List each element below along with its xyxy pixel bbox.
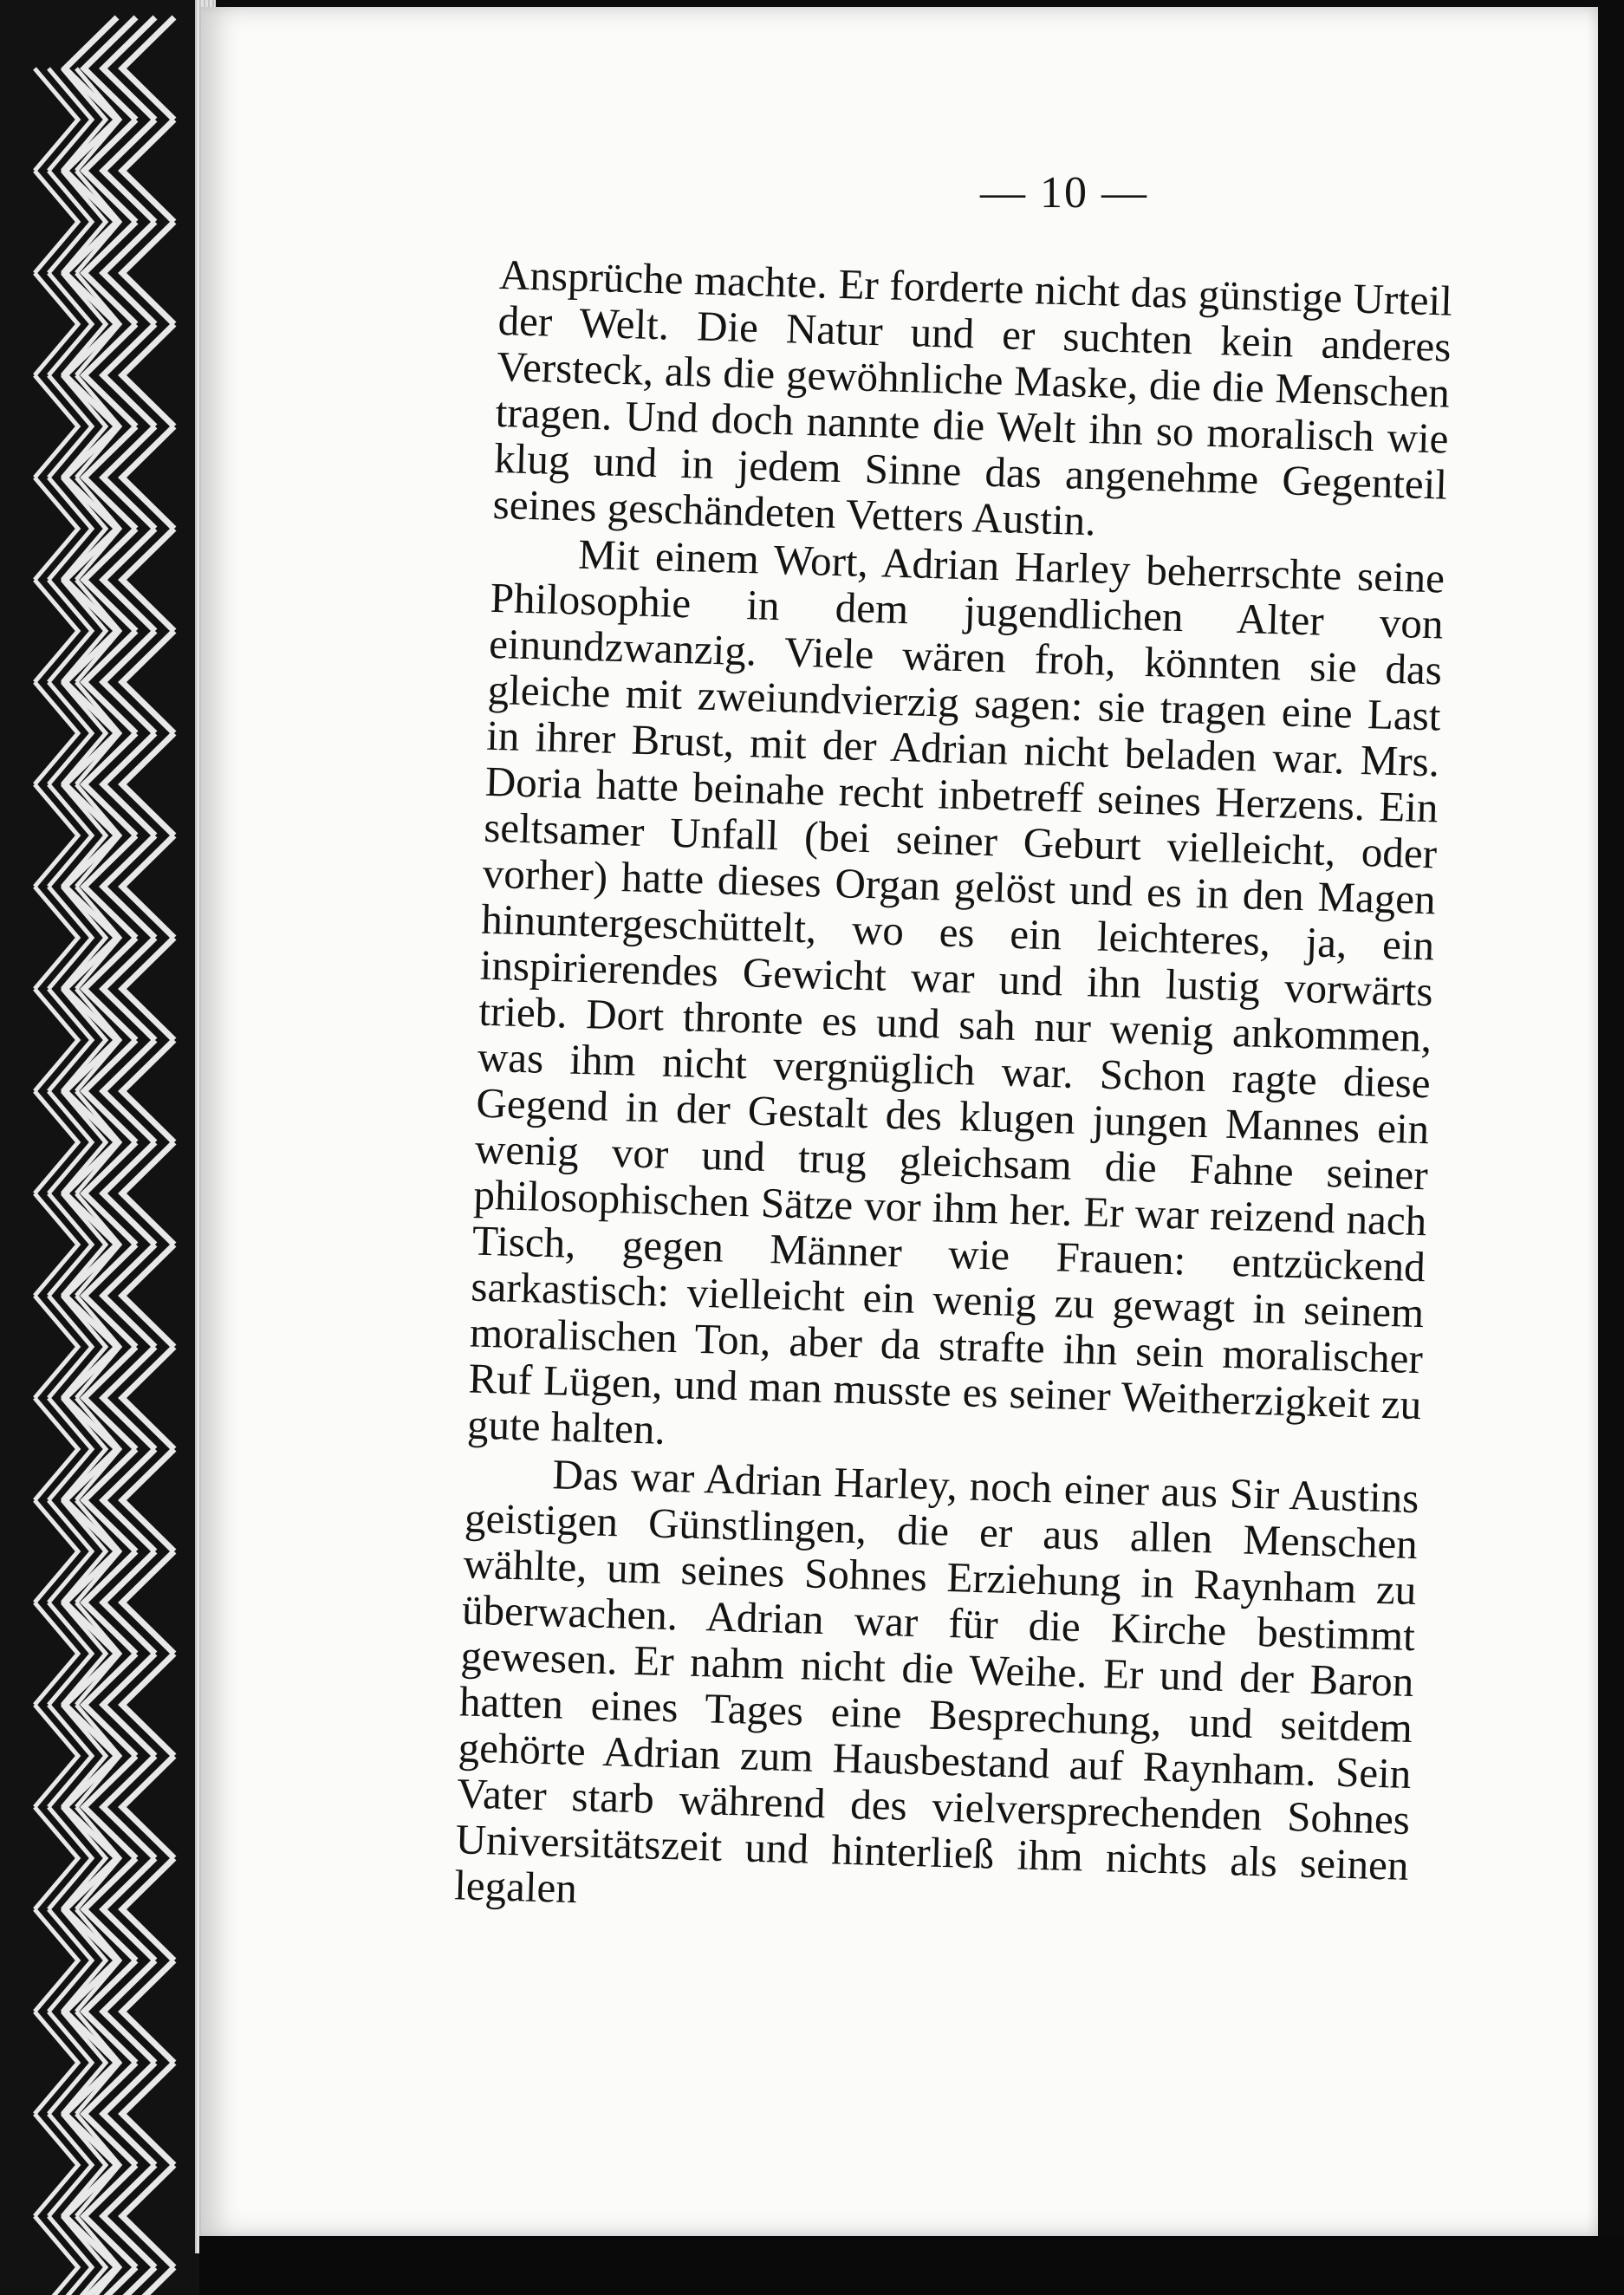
scan-bottom-border [199,2236,1624,2295]
paragraph-1: Ansprüche machte. Er forderte nicht das günstige Urteil der Welt. Die Natur und er suchten kein anderes Versteck, als die gewöhnliche Maske, die die Menschen tragen. Und doch nannte die Welt ihn so moralisch wie klug und in jedem Sinne das angenehme Gegenteil seines geschändeten Vetters Austin. [492,250,1453,545]
body-text [454,251,1453,1934]
paragraph-2: Mit einem Wort, Adrian Harley beherrschte seine Philosophie in dem jugendlichen Alter von einundzwanzig. Viele wären froh, könnten sie das gleiche mit zweiundvierzig sagen: sie tragen eine Last in ihrer Brust, mit der Adrian nicht beladen war. Mrs. Doria hatte beinahe recht inbetreff seines Herzens. Ein seltsamer Unfall (bei seiner Geburt vielleicht, oder vorher) hatte dieses Organ gelöst und es in den Magen hinuntergeschüttelt, wo es ein leichteres, ja, ein inspirierendes Gewicht war und ihn lustig vorwärts trieb. Dort thronte es und sah nur wenig ankommen, was ihm nicht vergnüglich war. Schon ragte diese Gegend in der Gestalt des klugen jungen Mannes ein wenig vor und trug gleichsam die Fahne seiner philosophischen Sätze vor ihm her. Er war reizend nach Tisch, gegen Männer wie Frauen: entzückend sarkastisch: vielleicht ein wenig zu gewagt in seinem moralischen Ton, aber da strafte ihn sein moralischer Ruf Lügen, und man musste es seiner Weitherzigkeit zu gute halten. [466,530,1445,1453]
page-number: — 10 — [980,168,1148,218]
book-page [201,7,1598,2236]
paragraph-3: Das war Adrian Harley, noch einer aus Sir Austins geistigen Günstlingen, die er aus allen Menschen wählte, um seines Sohnes Erziehung in Raynham zu überwachen. Adrian war für die Kirche bestimmt gewesen. Er nahm nicht die Weihe. Er und der Baron hatten eines Tages eine Besprechung, und seitdem gehörte Adrian zum Hausbestand auf Raynham. Sein Vater starb während des vielversprechenden Sohnes Universitätszeit und hinterließ ihm nichts als seinen legalen [453,1450,1420,1913]
book-binding-pattern [0,0,199,2295]
